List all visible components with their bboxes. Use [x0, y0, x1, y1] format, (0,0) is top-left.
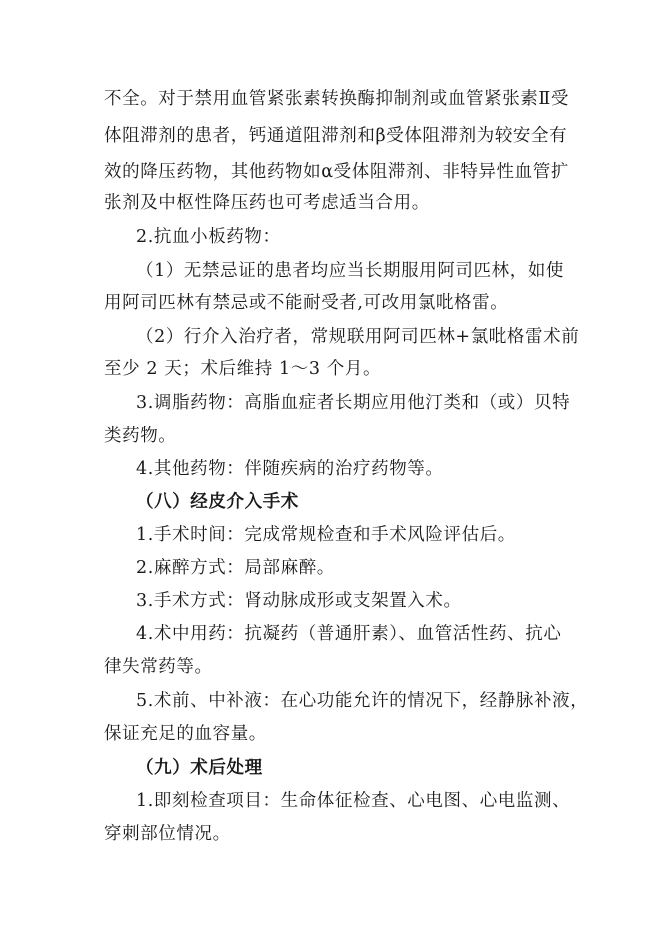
paragraph-line: 3.调脂药物：高脂血症者长期应用他汀类和（或）贝特	[136, 393, 571, 413]
paragraph-line: 3.手术方式：肾动脉成形或支架置入术。	[136, 591, 462, 611]
paragraph-line: 保证充足的血容量。	[104, 724, 267, 744]
paragraph-line: 效的降压药物，其他药物如α受体阻滞剂、非特异性血管扩	[104, 162, 569, 182]
paragraph-line: 不全。对于禁用血管紧张素转换酶抑制剂或血管紧张素Ⅱ受	[104, 89, 569, 109]
paragraph-line: 律失常药等。	[104, 657, 213, 677]
section-heading: （八）经皮介入手术	[136, 492, 299, 512]
paragraph-line: 1.手术时间：完成常规检查和手术风险评估后。	[136, 525, 516, 545]
paragraph-line: （1）无禁忌证的患者均应当长期服用阿司匹林，如使	[136, 261, 565, 281]
paragraph-line: 张剂及中枢性降压药也可考虑适当合用。	[104, 193, 430, 213]
section-heading: （九）术后处理	[136, 758, 263, 778]
section-item-heading: 2.抗血小板药物：	[136, 227, 281, 247]
paragraph-line: （2）行介入治疗者，常规联用阿司匹林+氯吡格雷术前	[136, 327, 580, 347]
paragraph-line: 4.其他药物：伴随疾病的治疗药物等。	[136, 459, 444, 479]
paragraph-line: 2.麻醉方式：局部麻醉。	[136, 558, 335, 578]
paragraph-line: 用阿司匹林有禁忌或不能耐受者,可改用氯吡格雷。	[104, 293, 509, 313]
paragraph-line: 类药物。	[104, 426, 177, 446]
paragraph-line: 4.术中用药：抗凝药（普通肝素）、血管活性药、抗心	[136, 624, 562, 644]
paragraph-line: 至少 2 天；术后维持 1～3 个月。	[104, 359, 382, 379]
paragraph-line: 5.术前、中补液：在心功能允许的情况下，经静脉补液，	[136, 691, 589, 711]
paragraph-line: 穿刺部位情况。	[104, 824, 231, 844]
paragraph-line: 1.即刻检查项目：生命体征检查、心电图、心电监测、	[136, 791, 571, 811]
paragraph-line: 体阻滞剂的患者，钙通道阻滞剂和β受体阻滞剂为较安全有	[104, 126, 568, 146]
